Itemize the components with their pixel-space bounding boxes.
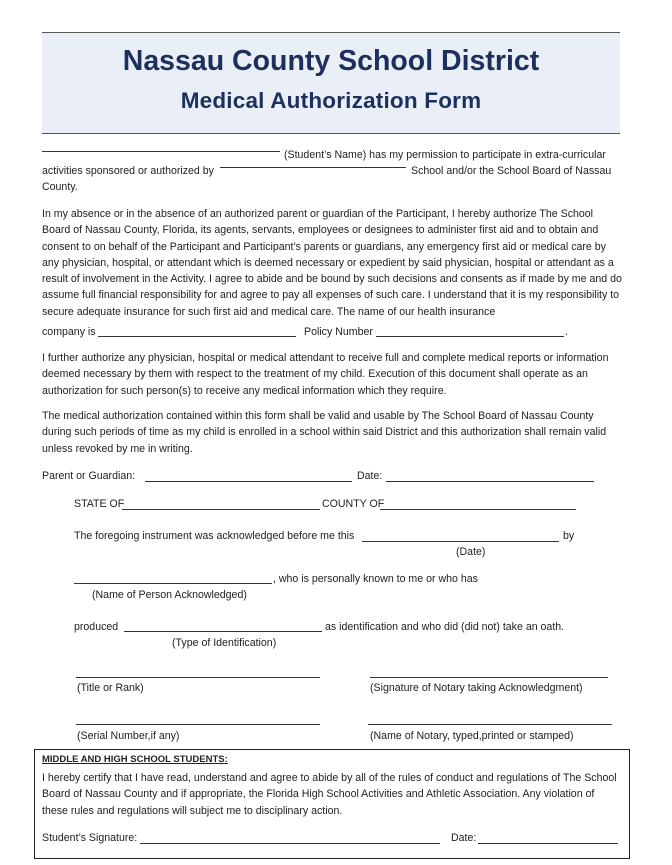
identification-text: as identification and who did (did not) take an oath. xyxy=(325,621,565,633)
insurance-company-label: company is xyxy=(42,326,96,338)
student-name-field[interactable] xyxy=(42,151,280,152)
notary-name-caption: (Name of Notary, typed,printed or stamped) xyxy=(370,730,574,742)
policy-number-label: Policy Number xyxy=(304,326,373,338)
student-date-label: Date: xyxy=(451,832,477,844)
parent-date-label: Date: xyxy=(357,470,383,482)
notary-name-field[interactable] xyxy=(368,724,612,725)
identification-type-field[interactable] xyxy=(124,631,322,632)
parent-guardian-field[interactable] xyxy=(145,481,352,482)
produced-label: produced xyxy=(74,621,119,633)
parent-date-field[interactable] xyxy=(386,481,594,482)
insurance-company-field[interactable] xyxy=(98,336,296,337)
student-name-label: (Student’s Name) has my permission to participate in extra-curricular xyxy=(284,149,606,161)
activities-prefix: activities sponsored or authorized by xyxy=(42,165,214,177)
activities-suffix: School and/or the School Board of Nassau xyxy=(411,165,612,177)
by-label: by xyxy=(563,530,575,542)
serial-number-caption: (Serial Number,if any) xyxy=(77,730,180,742)
title-rank-field[interactable] xyxy=(76,677,320,678)
person-caption: (Name of Person Acknowledged) xyxy=(92,589,247,601)
date-caption: (Date) xyxy=(456,546,486,558)
state-field[interactable] xyxy=(122,509,320,510)
student-section-heading: MIDDLE AND HIGH SCHOOL STUDENTS: xyxy=(42,754,228,765)
district-title: Nassau County School District xyxy=(122,45,540,77)
parent-guardian-label: Parent or Guardian: xyxy=(42,470,136,482)
sponsor-field[interactable] xyxy=(220,167,406,168)
policy-number-field[interactable] xyxy=(376,336,564,337)
county-label: COUNTY OF xyxy=(322,498,385,510)
records-paragraph: I further authorize any physician, hospital or medical attendant to receive full and complete medical reports or information deemed necessary by them with respect to the treatment of my child. Execution of this document shall operate as an authorization for such person(s) to receive any medical information which they require. xyxy=(42,352,609,397)
serial-number-field[interactable] xyxy=(76,724,320,725)
acknowledged-date-field[interactable] xyxy=(362,541,559,542)
person-acknowledged-field[interactable] xyxy=(74,583,272,584)
notary-signature-caption: (Signature of Notary taking Acknowledgment) xyxy=(370,682,583,694)
acknowledged-text: The foregoing instrument was acknowledged before me this xyxy=(74,530,355,542)
state-label: STATE OF xyxy=(74,498,125,510)
student-date-field[interactable] xyxy=(478,843,618,844)
authorization-paragraph: In my absence or in the absence of an authorized parent or guardian of the Participant, I hereby authorize The School Board of Nassau County, Florida, its agents, servants, employees or designees to administer first aid and to obtain and consent to on behalf of the Participant and Participant’s parents or guardians, any emergency first aid or medical care by any physician, hospital, or attendant which is deemed necessary or expedient by said physician, hospital or attendant as a result of involvement in the Activity. I agree to abide and be bound by such decisions and consents as if made by me and do assume full financial responsibility for and agree to pay all expenses of such care. I understand that it is my responsibility to secure adequate insurance for such first aid and medical care. The name of our health insurance xyxy=(42,208,622,318)
county-field[interactable] xyxy=(380,509,576,510)
validity-paragraph: The medical authorization contained within this form shall be valid and usable by The School Board of Nassau County during such periods of time as my child is enrolled in a school within said District and this authorization shall remain valid unless revoked by me in writing. xyxy=(42,410,607,455)
notary-signature-field[interactable] xyxy=(370,677,608,678)
form-header xyxy=(42,32,620,134)
student-certification-text: I hereby certify that I have read, understand and agree to abide by all of the rules of conduct and regulations of The School Board of Nassau County and if appropriate, the Florida High School Activities and Athletic Association. Any violation of these rules and regulations will subject me to disciplinary action. xyxy=(42,772,617,817)
title-rank-caption: (Title or Rank) xyxy=(77,682,144,694)
id-type-caption: (Type of Identification) xyxy=(172,637,277,649)
county-end: County. xyxy=(42,181,78,193)
known-text: , who is personally known to me or who has xyxy=(273,573,478,585)
form-title: Medical Authorization Form xyxy=(180,88,482,113)
student-signature-field[interactable] xyxy=(140,843,440,844)
student-signature-label: Student’s Signature: xyxy=(42,832,138,844)
policy-end: . xyxy=(565,326,568,338)
student-certification-box xyxy=(34,749,630,859)
